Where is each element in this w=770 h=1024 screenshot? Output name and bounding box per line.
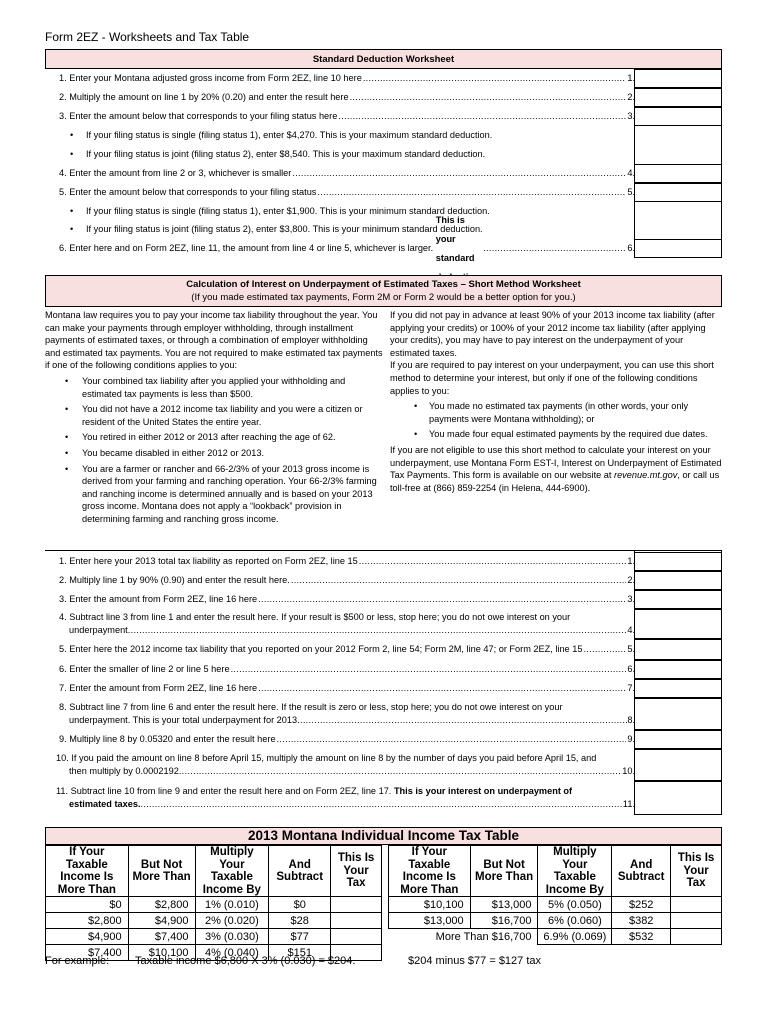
condition-bullet: • You are a farmer or rancher and 66-2/3% of your 2013 gross income is derived from your farming and ranching operation. Your 66-2/3% farming and ranching income is determined annually and is based on your 2013 gross income. Montana does not apply a “lookback” provision in determining farming and ranching gross income.: [45, 463, 385, 526]
interest-right-p2: If you are required to pay interest on your underpayment, you can use this short method to determine your interest, but only if one of the following conditions applies to you:: [390, 360, 714, 396]
int-line-11-field[interactable]: [634, 781, 722, 815]
tax-field[interactable]: [671, 913, 722, 929]
std-line-4-field[interactable]: [634, 164, 722, 183]
int-line-7-field[interactable]: [634, 679, 722, 698]
short-method-bullet: • You made no estimated tax payments (in other words, your only payments were Montana withholding); or: [390, 400, 722, 425]
int-line-3-field[interactable]: [634, 590, 722, 609]
table-row: $13,000 $16,700 6% (0.060) $382: [389, 913, 722, 929]
example-label: For example:: [45, 955, 110, 967]
int-line-2-field[interactable]: [634, 571, 722, 590]
table-row: $4,900 $7,400 3% (0.030) $77: [46, 929, 382, 945]
std-bullet-joint-min: • If your filing status is joint (filing status 2), enter $3,800. This is your minimum standard deduction.: [72, 220, 483, 239]
int-line-11: 11. Subtract line 10 from line 9 and enter the result here and on Form 2EZ, line 17. This is your interest on underpayment of estimated taxes. ..... 11.: [45, 785, 635, 810]
int-line-8-field[interactable]: [634, 698, 722, 730]
std-bullet-joint-max: • If your filing status is joint (filing status 2), enter $8,540. This is your maximum standard deduction.: [72, 145, 485, 164]
interest-worksheet-header: [45, 275, 722, 307]
int-line-10-field[interactable]: [634, 749, 722, 781]
tax-field[interactable]: [671, 897, 722, 913]
website-link[interactable]: revenue.mt.gov: [614, 470, 678, 481]
col-header: But Not More Than: [470, 846, 538, 897]
int-line-1: 1. Enter here your 2013 total tax liability as reported on Form 2EZ, line 15 ..... 1.: [45, 552, 635, 571]
std-line-5-field[interactable]: [634, 183, 722, 202]
std-line-1-field[interactable]: [634, 69, 722, 88]
std-line-4: 4. Enter the amount from line 2 or 3, whichever is smaller ..... 4.: [45, 164, 635, 183]
col-header: Multiply Your Taxable Income By: [538, 846, 612, 897]
int-line-5: 5. Enter here the 2012 income tax liability that you reported on your 2012 Form 2, line 54; Form 2M, line 47; or Form 2EZ, line 15 ..... 5.: [45, 640, 635, 659]
standard-deduction-header: Standard Deduction Worksheet: [45, 49, 722, 69]
condition-bullet: • You did not have a 2012 income tax liability and you were a citizen or resident of the United States the entire year.: [45, 403, 385, 428]
std-bullet-single-max: • If your filing status is single (filing status 1), enter $4,270. This is your maximum standard deduction.: [72, 126, 492, 145]
int-line-2: 2. Multiply line 1 by 90% (0.90) and enter the result here. ..... 2.: [45, 571, 635, 590]
col-header: If Your Taxable Income Is More Than: [389, 846, 471, 897]
std-bullet-single-min: • If your filing status is single (filing status 1), enter $1,900. This is your minimum standard deduction.: [72, 202, 490, 221]
int-line-9: 9. Multiply line 8 by 0.05320 and enter the result here ..... 9.: [45, 730, 635, 749]
std-line-3: 3. Enter the amount below that corresponds to your filing status here ..... 3.: [45, 107, 635, 126]
int-line-1-field[interactable]: [634, 552, 722, 571]
col-header: But Not More Than: [128, 846, 195, 897]
table-row: $10,100 $13,000 5% (0.050) $252: [389, 897, 722, 913]
tax-field[interactable]: [671, 929, 722, 945]
short-method-bullet: • You made four equal estimated payments by the required due dates.: [390, 428, 722, 441]
int-line-7: 7. Enter the amount from Form 2EZ, line 16 here ..... 7.: [45, 679, 635, 698]
example-calculation: Taxable income $6,800 X 3% (0.030) = $204.: [135, 955, 356, 967]
tax-table-title: 2013 Montana Individual Income Tax Table: [45, 827, 722, 845]
int-line-6-field[interactable]: [634, 660, 722, 679]
interest-left-intro: Montana law requires you to pay your income tax liability throughout the year. You can make your payments through employer withholding, through installment payments of estimated taxes, or through a combination of employer withholding and estimated tax payments. You are not required to make estimated tax payments if one of the following conditions applies to you:: [45, 310, 383, 371]
condition-bullet: • You retired in either 2012 or 2013 after reaching the age of 62.: [45, 431, 385, 444]
std-line-2: 2. Multiply the amount on line 1 by 20% (0.20) and enter the result here ..... 2.: [45, 88, 635, 107]
int-line-6: 6. Enter the smaller of line 2 or line 5 here ..... 6.: [45, 660, 635, 679]
tax-field[interactable]: [331, 913, 382, 929]
condition-bullet: • You became disabled in either 2012 or 2013.: [45, 447, 385, 460]
col-header: And Subtract: [269, 846, 331, 897]
int-line-4: 4. Subtract line 3 from line 1 and enter the result here. If your result is $500 or less, stop here; you do not owe interest on your underpayment ..... 4.: [45, 611, 635, 636]
divider: [45, 550, 722, 551]
interest-right-column: [390, 309, 722, 494]
std-line-6-field[interactable]: [634, 239, 722, 258]
col-header: If Your Taxable Income Is More Than: [46, 846, 129, 897]
interest-right-p3: If you are not eligible to use this short method to calculate your interest on your underpayment, use Montana Form EST-I, Interest on Underpayment of Estimated Tax Payments. This form is available on our website at revenue.mt.gov, or call us toll-free at (866) 859-2254 (in Helena, 444-6900).: [390, 444, 722, 493]
tax-field[interactable]: [331, 929, 382, 945]
table-row: $2,800 $4,900 2% (0.020) $28: [46, 913, 382, 929]
col-header: Multiply Your Taxable Income By: [195, 846, 269, 897]
tax-field[interactable]: [331, 897, 382, 913]
page-title: Form 2EZ - Worksheets and Tax Table: [45, 30, 250, 44]
interest-worksheet-subtitle: (If you made estimated tax payments, Form 2M or Form 2 would be a better option for you.): [191, 291, 576, 303]
tax-table-right: [388, 845, 722, 945]
int-line-10: 10. If you paid the amount on line 8 before April 15, multiply the amount on line 8 by the number of days you paid before April 15, and then multiply by 0.0002192 ..... 10.: [45, 752, 635, 777]
int-line-5-field[interactable]: [634, 639, 722, 660]
table-row: More Than $16,700 6.9% (0.069) $532: [389, 929, 722, 945]
col-header: And Subtract: [612, 846, 671, 897]
interest-worksheet-title: Calculation of Interest on Underpayment of Estimated Taxes – Short Method Worksheet: [186, 279, 581, 290]
std-line-1: 1. Enter your Montana adjusted gross income from Form 2EZ, line 10 here ..... 1.: [45, 69, 635, 88]
example-result: $204 minus $77 = $127 tax: [408, 955, 542, 967]
std-line-3-field[interactable]: [634, 107, 722, 126]
std-line-2-field[interactable]: [634, 88, 722, 107]
std-line-6: 6. Enter here and on Form 2EZ, line 11, the amount from line 4 or line 5, whichever is larger. This is your standard ..... 6.: [45, 239, 635, 258]
int-line-3: 3. Enter the amount from Form 2EZ, line 16 here ..... 3.: [45, 590, 635, 609]
condition-bullet: • Your combined tax liability after you applied your withholding and estimated tax payments is less than $500.: [45, 375, 385, 400]
int-line-8: 8. Subtract line 7 from line 6 and enter the result here. If the result is zero or less, stop here; you do not owe interest on your underpayment. This is your total underpayment for 2013 ..... 8.: [45, 701, 635, 726]
col-header: This Is Your Tax: [671, 846, 722, 897]
int-line-9-field[interactable]: [634, 730, 722, 749]
table-row: $0 $2,800 1% (0.010) $0: [46, 897, 382, 913]
col-header: This Is Your Tax: [331, 846, 382, 897]
tax-table-left: [45, 845, 382, 961]
std-line-5: 5. Enter the amount below that corresponds to your filing status ..... 5.: [45, 183, 635, 202]
interest-right-p1: If you did not pay in advance at least 90% of your 2013 income tax liability (after applying your credits) or 100% of your 2012 income tax liability (after applying your credits), you may have to pay interest on the underpayment of your estimated taxes.: [390, 310, 715, 358]
int-line-4-field[interactable]: [634, 609, 722, 639]
table-row: $7,400 $10,100 4% (0.040) $151: [46, 945, 382, 961]
interest-left-column: [45, 309, 385, 529]
